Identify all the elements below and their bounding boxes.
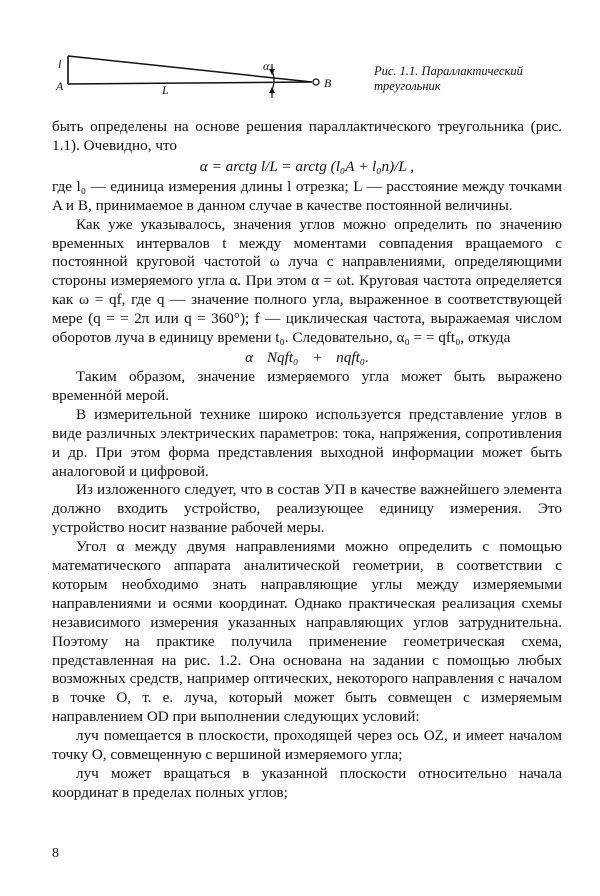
base-line xyxy=(68,82,312,84)
paragraph-8: луч помещается в плоскости, проходящей через ось OZ, и имеет началом точку O, совмещенную с вершиной измеряемого угла; xyxy=(52,727,562,764)
point-b-marker xyxy=(313,79,319,85)
figure-caption: Рис. 1.1. Параллактический треугольник xyxy=(374,64,523,93)
formula-alpha-arctg: α = arctg l/L = arctg (l₀A + l₀n)/L , xyxy=(199,157,415,175)
paragraph-9: луч может вращаться в указанной плоскости относительно начала координат в пределах полных углов; xyxy=(52,765,562,801)
page-number: 8 xyxy=(52,846,59,861)
label-alpha: α xyxy=(263,59,270,73)
paragraph-2: где l₀ — единица измерения длины l отрезка; L — расстояние между точками A и B, принимаемое в данном случае в качестве постоянной величины. xyxy=(52,177,562,214)
paragraph-3: Как уже указывалось, значения углов можно определить по значению временных интервалов t между моментами совпадения вращаемого с постоянной круговой частотой ω луча с направлениями, определяющими стороны измеряемого угла α. При этом α = ωt. Круговая частота определяется как ω = qf, где q — значение полного угла, выраженное в соответствующей мере (q = = 2π или q = 360°); f — циклическая частота, выражаемая числом оборотов луча в единицу времени t₀. Следовательно, α₀ = = qft₀, откуда xyxy=(52,215,562,347)
formula-alpha-nqft: α Nqft₀ + nqft₀. xyxy=(245,348,369,366)
paragraph-5: В измерительной технике широко используется представление углов в виде различных электрических параметров: тока, напряжения, сопротивления и др. При этом форма представления выходной информации может быть аналоговой и цифровой. xyxy=(52,405,562,480)
figure-parallactic-triangle xyxy=(40,40,360,110)
label-b: B xyxy=(324,76,332,90)
label-L: L xyxy=(162,83,169,97)
arrow-bottom-head xyxy=(269,87,275,93)
label-l: l xyxy=(58,57,62,71)
body-text xyxy=(52,118,562,803)
label-a: A xyxy=(56,79,64,93)
paragraph-7: Угол α между двумя направлениями можно определить с помощью математического аппарата аналитической геометрии, в соответствии с которым необходимо знать направляющие углы между измеряемыми направлениями и осями координат. Однако практическая реализация схемы независимого измерения указанных направляющих углов затруднительна. Поэтому на практике получила применение геометрическая схема, представленная на рис. 1.2. Она основана на задании с помощью любых возможных средств, например оптических, некоторого направления с началом в точке O, т. е. луча, который может быть совмещен с измеряемым направлением OD при выполнении следующих условий: xyxy=(52,538,562,726)
paragraph-6: Из изложенного следует, что в состав УП в качестве важнейшего элемента должно входить устройство, реализующее единицу измерения. Это устройство носит название рабочей меры. xyxy=(52,481,562,537)
triangle-diagram xyxy=(40,40,360,110)
paragraph-1: быть определены на основе решения параллактического треугольника (рис. 1.1). Очевидно, что xyxy=(52,118,562,154)
hypotenuse-line xyxy=(68,56,312,82)
arrow-top-head xyxy=(269,69,275,75)
paragraph-4: Таким образом, значение измеряемого угла может быть выражено временнóй мерой. xyxy=(52,367,562,404)
